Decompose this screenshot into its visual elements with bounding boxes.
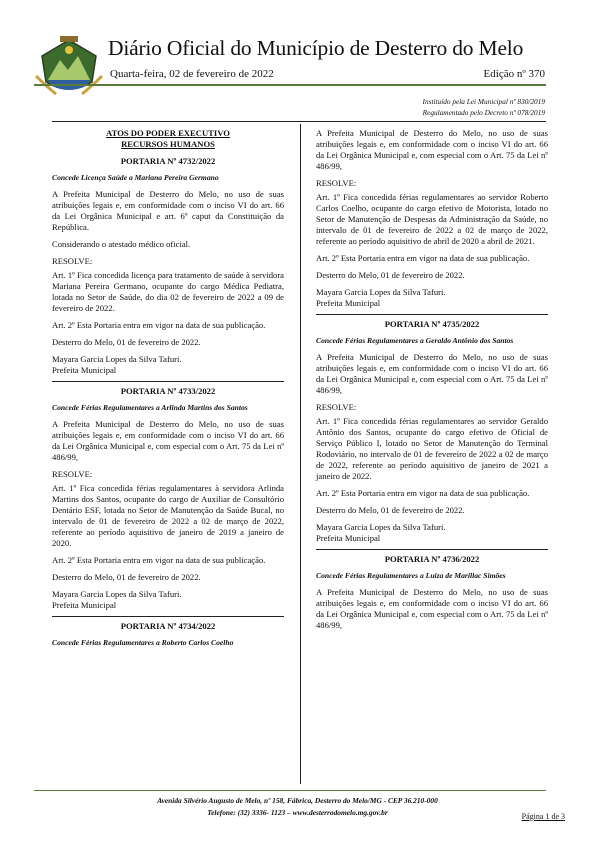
portaria-4734-art1: Art. 1º Fica concedida férias regulamentares ao servidor Roberto Carlos Coelho, ocupante do cargo efetivo de Motorista, lotado no Setor de Manutenção de Despesas da Administração da Saúde, no intervalo de 01 de fevereiro de 2022 a 02 de março de 2022, referente ao período aquisitivo de abril de 2020 a abril de 2021.: [316, 192, 548, 246]
portaria-4732-signer-role: Prefeita Municipal: [52, 365, 117, 375]
portaria-4732-title: PORTARIA Nº 4732/2022: [120, 156, 216, 166]
portaria-4732-subject: Concede Licença Saúde a Mariana Pereira Germano: [52, 173, 219, 182]
municipal-coat-of-arms-icon: [34, 36, 104, 98]
left-column: [52, 128, 284, 654]
portaria-4733-art2: Art. 2º Esta Portaria entra em vigor na data de sua publicação.: [52, 555, 266, 565]
portaria-4735-place-date: Desterro do Melo, 01 de fevereiro de 2022.: [316, 505, 465, 515]
column-divider: [300, 124, 301, 784]
portaria-4735-art1: Art. 1º Fica concedida férias regulamentares ao servidor Geraldo Antônio dos Santos, ocupante do cargo efetivo de Oficial de Serviço Público I, lotado no Setor de Manutenção do Terminal Rodoviário, no intervalo de 01 de fevereiro de 2022 a 02 de março de 2022, referente ao período aquisitivo de janeiro de 2021 a janeiro de 2022.: [316, 416, 548, 481]
separator: [316, 314, 548, 315]
portaria-4734-intro: A Prefeita Municipal de Desterro do Melo, no uso de suas atribuições legais e, em conformidade com o inciso VI do art. 66 da Lei Orgânica Municipal e, com especial com o Art. 75 da Lei nº 486/99,: [316, 128, 548, 171]
portaria-4733-resolve: RESOLVE:: [52, 469, 93, 479]
instituted-law: Instituído pela Lei Municipal nº 830/2019: [422, 97, 545, 106]
portaria-4733-subject: Concede Férias Regulamentares a Arlinda Martins dos Santos: [52, 403, 248, 412]
portaria-4735-title: PORTARIA Nº 4735/2022: [384, 319, 480, 329]
subheader-rule: [52, 121, 546, 122]
edition-number: Edição nº 370: [483, 68, 545, 80]
portaria-4734-resolve: RESOLVE:: [316, 178, 357, 188]
portaria-4733-place-date: Desterro do Melo, 01 de fevereiro de 2022.: [52, 572, 201, 582]
portaria-4735-signer: Mayara Garcia Lopes da Silva Tafuri.: [316, 522, 446, 532]
portaria-4732-considering: Considerando o atestado médico oficial.: [52, 239, 191, 249]
portaria-4733-art1: Art. 1º Fica concedida férias regulamentares à servidora Arlinda Martins dos Santos, ocupante do cargo de Auxiliar de Consultório Dentário ESF, lotada no Setor de Manutenção da Saúde Bucal, no intervalo de 01 de fevereiro de 2022 a 02 de março de 2022, referente ao período aquisitivo de janeiro de 2019 a janeiro de 2020.: [52, 483, 284, 548]
portaria-4732-place-date: Desterro do Melo, 01 de fevereiro de 2022.: [52, 337, 201, 347]
portaria-4732-art1: Art. 1º Fica concedida licença para tratamento de saúde à servidora Mariana Pereira Germano, ocupante do cargo Médica Pediatra, lotada no Setor de Saúde, do dia 02 de fevereiro de 2022 a 09 de fevereiro de 2022.: [52, 270, 284, 313]
publication-date: Quarta-feira, 02 de fevereiro de 2022: [110, 68, 274, 80]
separator: [52, 616, 284, 617]
portaria-4732-signer: Mayara Garcia Lopes da Silva Tafuri.: [52, 354, 182, 364]
portaria-4732-art2: Art. 2º Esta Portaria entra em vigor na data de sua publicação.: [52, 320, 266, 330]
right-column: [316, 128, 548, 637]
section-subtitle: RECURSOS HUMANOS: [121, 139, 215, 149]
portaria-4735-intro: A Prefeita Municipal de Desterro do Melo, no uso de suas atribuições legais e, em conformidade com o inciso VI do art. 66 da Lei Orgânica Municipal e, com especial com o Art. 75 da Lei nº 486/99,: [316, 352, 548, 395]
portaria-4734-subject: Concede Férias Regulamentares a Roberto Carlos Coelho: [52, 638, 234, 647]
portaria-4733-signer-role: Prefeita Municipal: [52, 600, 117, 610]
portaria-4734-place-date: Desterro do Melo, 01 de fevereiro de 2022.: [316, 270, 465, 280]
portaria-4734-title: PORTARIA Nº 4734/2022: [120, 621, 216, 631]
portaria-4734-signer-role: Prefeita Municipal: [316, 298, 381, 308]
portaria-4733-title: PORTARIA Nº 4733/2022: [120, 386, 216, 396]
page-header: [0, 0, 595, 125]
portaria-4736-title: PORTARIA Nº 4736/2022: [384, 554, 480, 564]
portaria-4736-subject: Concede Férias Regulamentares a Luiza de Marillac Simões: [316, 571, 506, 580]
gazette-title: Diário Oficial do Município de Desterro do Melo: [108, 36, 524, 60]
footer-address: Avenida Silvério Augusto de Melo, nº 158, Fábrica, Desterro do Melo/MG - CEP 36.210-000: [157, 796, 438, 805]
portaria-4732-intro: A Prefeita Municipal de Desterro do Melo, no uso de suas atribuições legais e, em conformidade com o inciso VI do art. 66 da Lei Orgânica Municipal e art. 6º caput da Constituição da República.: [52, 189, 284, 232]
header-rule: [34, 84, 546, 86]
portaria-4736-intro: A Prefeita Municipal de Desterro do Melo, no uso de suas atribuições legais e, em conformidade com o inciso VI do art. 66 da Lei Orgânica Municipal e, com especial com o Art. 75 da Lei nº 486/99,: [316, 587, 548, 630]
section-title: ATOS DO PODER EXECUTIVO: [106, 128, 230, 138]
separator: [316, 549, 548, 550]
portaria-4735-resolve: RESOLVE:: [316, 402, 357, 412]
footer-rule: [34, 790, 546, 791]
regulated-decree: Regulamentado pelo Decreto nº 078/2019: [422, 108, 545, 117]
page-number: Página 1 de 3: [521, 812, 565, 821]
portaria-4735-signer-role: Prefeita Municipal: [316, 533, 381, 543]
portaria-4734-signer: Mayara Garcia Lopes da Silva Tafuri.: [316, 287, 446, 297]
portaria-4734-art2: Art. 2º Esta Portaria entra em vigor na data de sua publicação.: [316, 253, 530, 263]
portaria-4732-resolve: RESOLVE:: [52, 256, 93, 266]
portaria-4733-signer: Mayara Garcia Lopes da Silva Tafuri.: [52, 589, 182, 599]
portaria-4735-art2: Art. 2º Esta Portaria entra em vigor na data de sua publicação.: [316, 488, 530, 498]
footer-contact: Telefone: (32) 3336- 1123 – www.desterrodomelo.mg.gov.br: [207, 808, 388, 817]
separator: [52, 381, 284, 382]
portaria-4735-subject: Concede Férias Regulamentares a Geraldo Antônio dos Santos: [316, 336, 514, 345]
portaria-4733-intro: A Prefeita Municipal de Desterro do Melo, no uso de suas atribuições legais e, em conformidade com o inciso VI do art. 66 da Lei Orgânica Municipal e, com especial com o Art. 75 da Lei nº 486/99,: [52, 419, 284, 462]
